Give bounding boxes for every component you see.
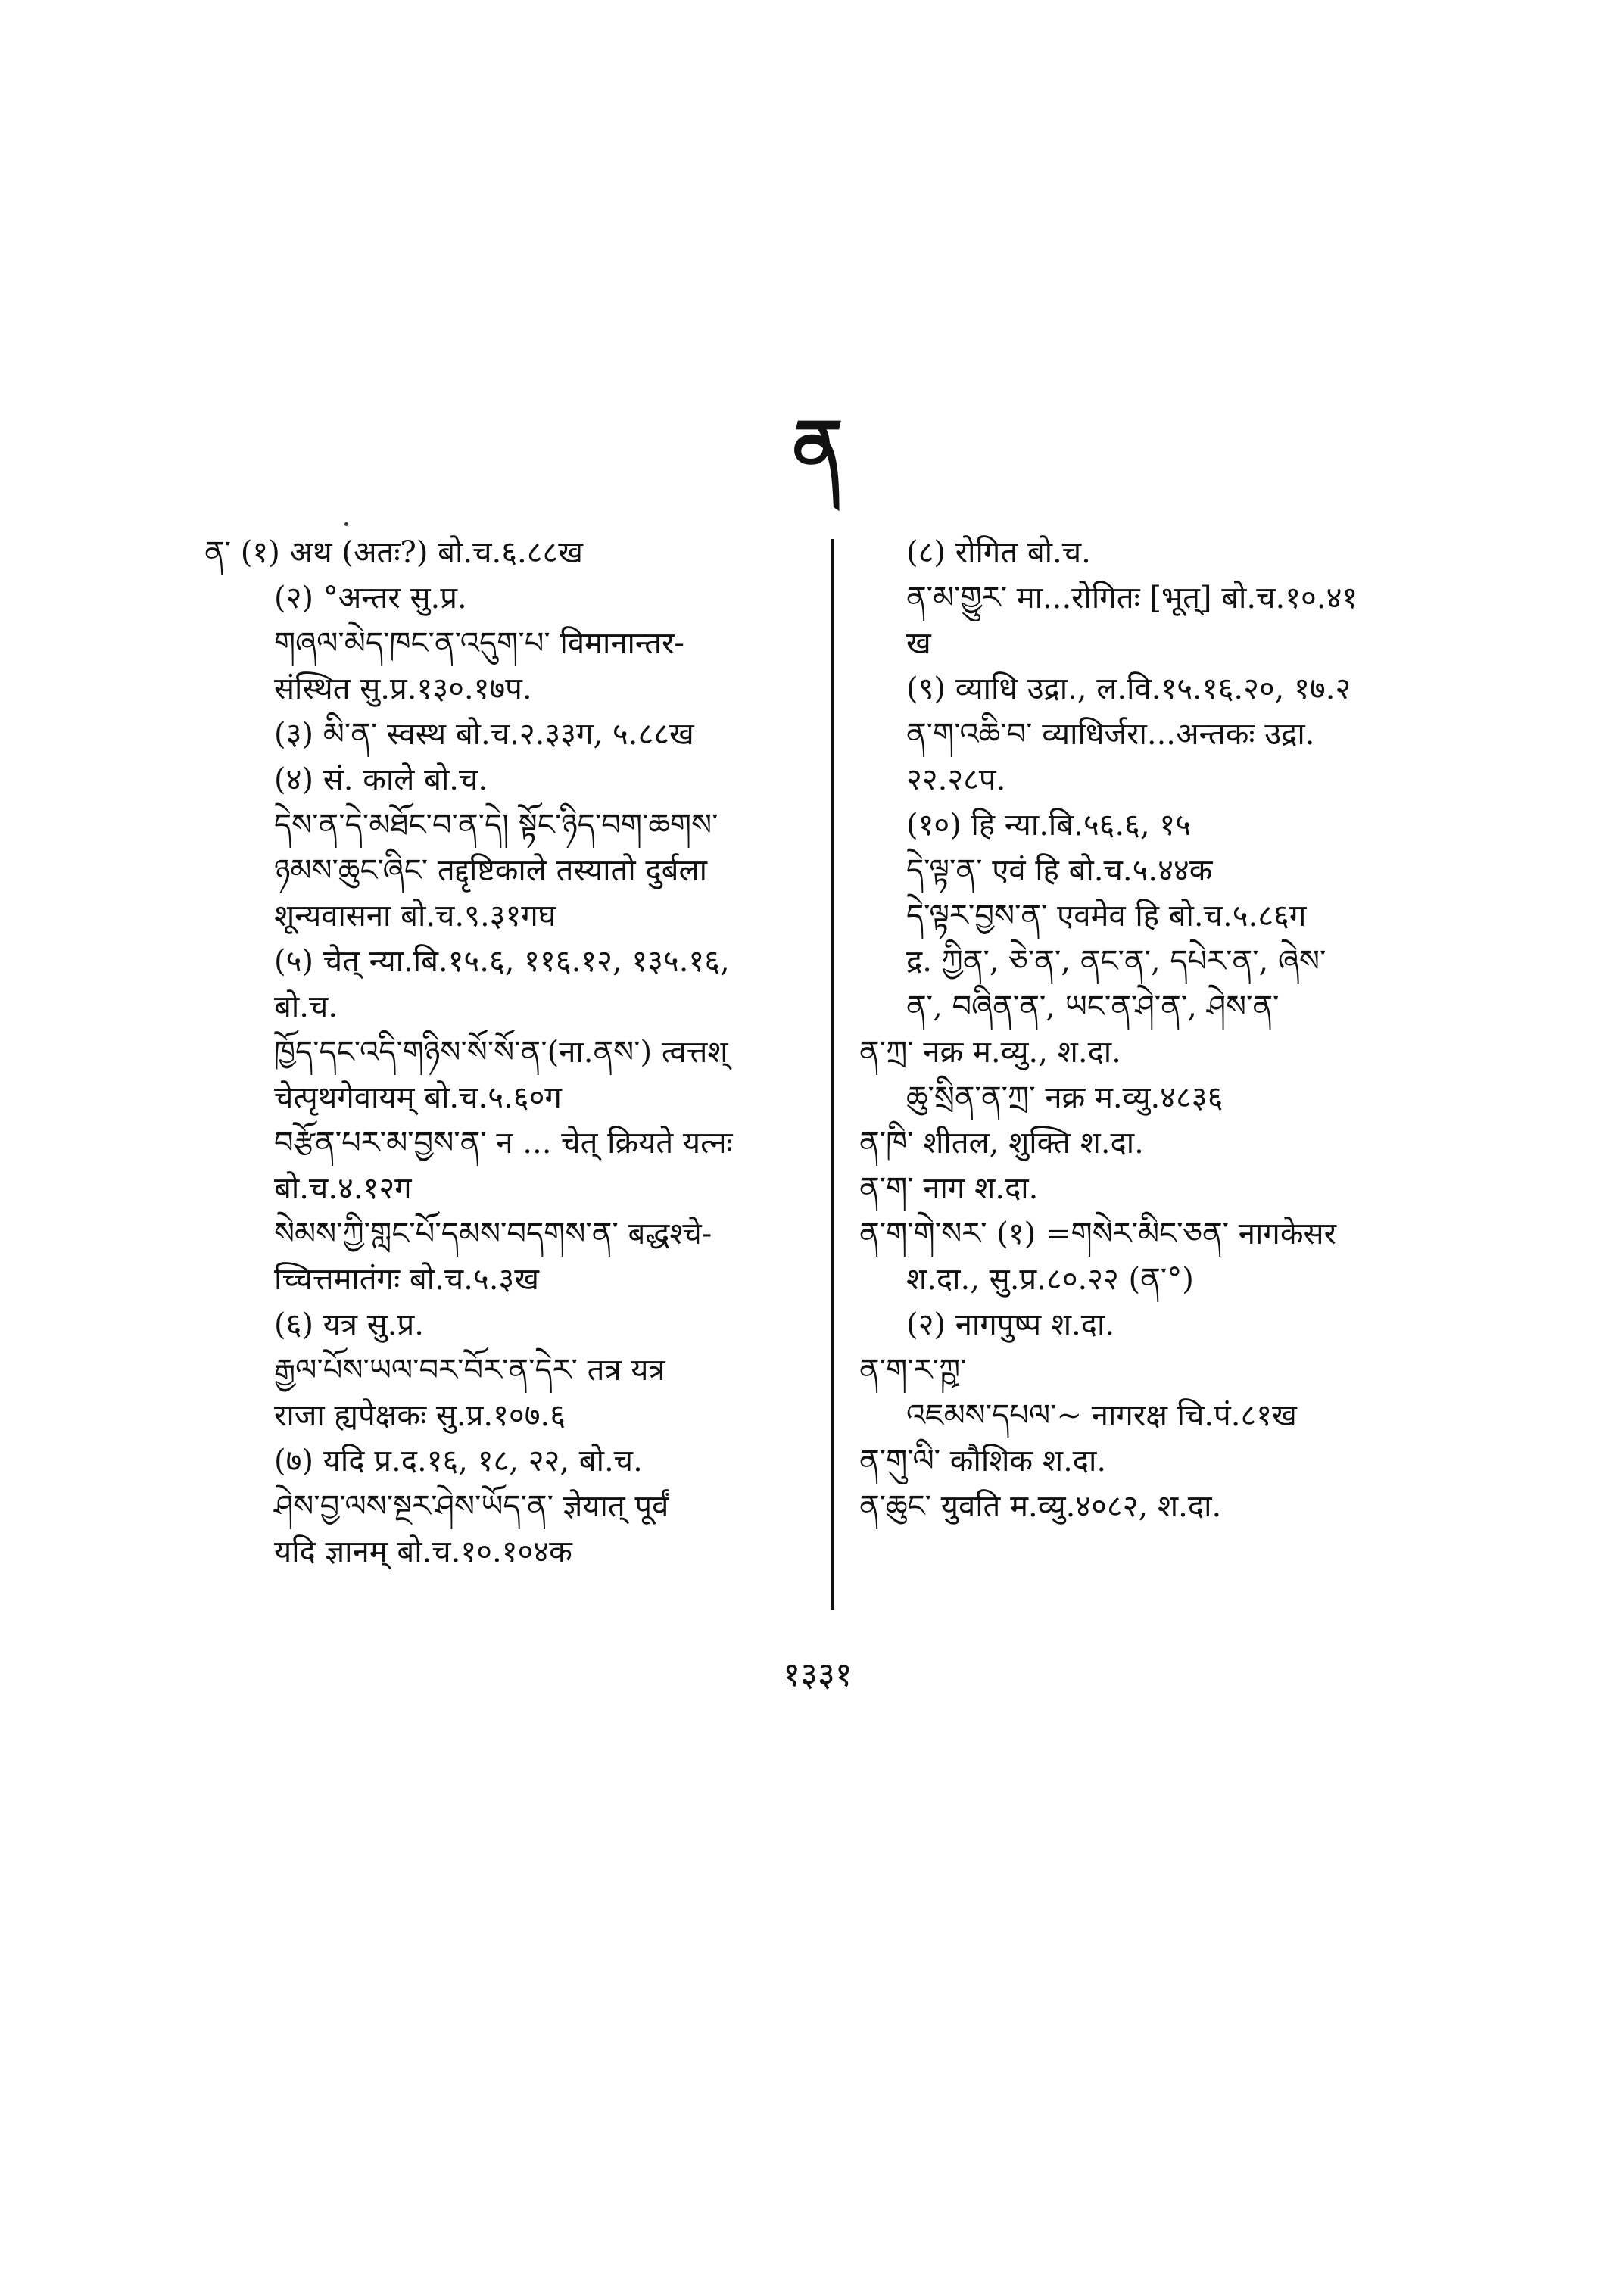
- entry-line: (२) °अन्तर सु.प्र.: [274, 581, 467, 615]
- entry-line: बो.च.: [274, 989, 338, 1024]
- entry-line: राजा ह्यपेक्षकः सु.प्र.१०७.६: [274, 1398, 566, 1433]
- entry-line: དེ་ལྟར་བྱས་ན་ एवमेव हि बो.च.५.८६ग: [906, 899, 1307, 933]
- entry-line: ན་ག་ར་ཀྵ་: [859, 1353, 967, 1388]
- entry-line: ན་ག་གེ་སར་ (१) =གསེར་མིང་ཅན་ नागकेसर: [859, 1217, 1336, 1251]
- entry-line: ན་གུ་ལི་ कौशिक श.दा.: [859, 1444, 1107, 1478]
- entry-line: (२) नागपुष्प श.दा.: [906, 1307, 1115, 1342]
- right-column: [859, 530, 1465, 1529]
- entry-line: སེམས་ཀྱི་གླང་པོ་དམས་བདགས་ན་ बद्धश्चे-: [274, 1217, 712, 1251]
- entry-line: (१०) हि न्या.बि.५६.६, १५: [906, 808, 1191, 843]
- entry-line: ख: [906, 626, 931, 661]
- entry-line: ཉམས་ཆུང་ཞིང་ तद्दृष्टिकाले तस्यातो दुर्बला: [274, 853, 707, 888]
- entry-line: ཆུ་སྲིན་ན་ཀྲ་ नक्र म.व्यु.४८३६: [906, 1080, 1223, 1115]
- entry-line: शून्यवासना बो.च.९.३१गघ: [274, 899, 556, 933]
- entry-line: (६) यत्र सु.प्र.: [274, 1307, 424, 1342]
- left-column: [204, 530, 810, 1575]
- entry-line: ན་ག་ नाग श.दा.: [859, 1171, 1039, 1206]
- entry-line: (५) चेत् न्या.बि.१५.६, ११६.१२, १३५.१६,: [274, 944, 730, 979]
- entry-line: རྒྱལ་པོས་ཡལ་བར་བོར་ན་དེར་ तत्र यत्र: [274, 1353, 665, 1388]
- entry-line: ཤེས་བྱ་ལས་སྔར་ཤེས་ཡོད་ན་ ज्ञेयात् पूर्वं: [274, 1489, 669, 1524]
- entry-line: (३) མི་ན་ स्वस्थ बो.च.२.३३ग, ५.८८ख: [274, 717, 694, 752]
- entry-line: चेत्पृथगेवायम् बो.च.५.६०ग: [274, 1080, 562, 1115]
- entry-line: དེས་ན་དེ་མཐོང་བ་ན་དེ། སྟོང་ཉིད་བག་ཆགས་: [274, 808, 718, 843]
- entry-line: ཁྱོད་དང་འདི་གཉིས་སོ་སོ་ན་(ना.ནས་) त्वत्तश्: [274, 1035, 728, 1070]
- entry-line: ན་, བཞིན་ན་, ཡང་ན་ཤེ་ན་, ཤེས་ན་: [906, 989, 1280, 1024]
- entry-line: २२.२८प.: [906, 762, 1006, 797]
- entry-line: बो.च.४.१२ग: [274, 1171, 412, 1206]
- entry-line: द्र. ཀྱིན་, ཅེ་ན་, ནང་ན་, དཔེར་ན་, ཞེས་: [906, 944, 1326, 979]
- page-number: १३३१: [783, 1656, 853, 1694]
- section-heading-letter: ན: [792, 402, 843, 491]
- entry-line: (९) व्याधि उद्रा., ल.वि.१५.१६.२०, १७.२: [906, 671, 1351, 706]
- entry-line: བརྩོན་པར་མ་བྱས་ན་ न ... चेत् क्रियते यत्नः: [274, 1126, 733, 1161]
- entry-line: (७) यदि प्र.द.१६, १८, २२, बो.च.: [274, 1444, 643, 1478]
- speck: [344, 522, 348, 526]
- entry-line: ན་ (१) अथ (अतः?) बो.च.६.८८ख: [204, 535, 584, 570]
- entry-line: ན་མ་གྱུར་ मा...रोगितः [भूत्] बो.च.१०.४१: [906, 581, 1358, 615]
- entry-line: དེ་ལྟ་ན་ एवं हि बो.च.५.४४क: [906, 853, 1213, 888]
- column-divider: [831, 539, 834, 1610]
- entry-line: (४) सं. काले बो.च.: [274, 762, 488, 797]
- entry-line: श.दा., सु.प्र.८०.२२ (ན་°): [906, 1262, 1194, 1297]
- entry-line: ན་ཀྲ་ नक्र म.व्यु., श.दा.: [859, 1035, 1121, 1070]
- entry-line: ན་ཁི་ शीतल, शुक्ति श.दा.: [859, 1126, 1144, 1161]
- entry-line: (८) रोगित बो.च.: [906, 535, 1091, 570]
- entry-line: यदि ज्ञानम् बो.च.१०.१०४क: [274, 1534, 572, 1569]
- entry-line: གཞལ་མེད་ཁང་ན་འདུག་པ་ विमानान्तर-: [274, 626, 684, 661]
- entry-line: ན་ག་འཆི་བ་ व्याधिर्जरा...अन्तकः उद्रा.: [906, 717, 1315, 752]
- entry-line: संस्थित सु.प्र.१३०.१७प.: [274, 671, 532, 706]
- entry-line: འཇམས་དཔལ་~ नागरक्ष चि.पं.८१ख: [906, 1398, 1297, 1433]
- entry-line: ན་ཆུང་ युवति म.व्यु.४०८२, श.दा.: [859, 1489, 1222, 1524]
- entry-line: च्चित्तमातंगः बो.च.५.३ख: [274, 1262, 539, 1297]
